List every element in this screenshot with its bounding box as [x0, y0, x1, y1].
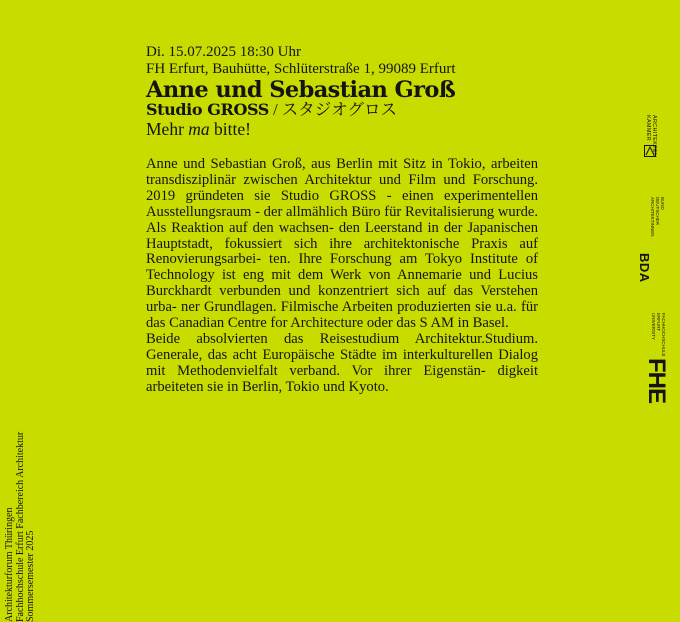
studio-japanese: スタジオグロス: [281, 100, 397, 119]
ak-line-2: KAMMER: [645, 115, 651, 141]
organizer-credits-text: [5, 422, 37, 622]
event-header: [146, 44, 526, 139]
event-datetime: Di. 15.07.2025 18:30 Uhr: [146, 44, 301, 60]
fhe-small-3: UNIVERSITY: [651, 313, 656, 341]
bda-small-2: DEUTSCHER: [655, 197, 660, 226]
speakers-title: Anne und Sebastian Groß: [146, 77, 456, 103]
description-paragraph-2: Beide absolvierten das Reisestudium Architektur.Studium. Generale, das acht Europäische Städte im interkulturellen Dialog mit Methodenvielfalt verband. Vor ihrer Eigenstän- digkeit arbeiteten sie in Berlin, Tokio und Kyoto.: [146, 330, 538, 395]
motto-emphasis: ma: [188, 119, 210, 139]
fhe-small-1: FACHHOCHSCHULE: [661, 313, 666, 357]
event-location: FH Erfurt, Bauhütte, Schlüterstraße 1, 99089 Erfurt: [146, 61, 456, 77]
fhe-logo: [642, 313, 672, 405]
bda-small-text: [650, 197, 665, 237]
organizer-line-2: Fachhochschule Erfurt Fachbereich Architektur: [14, 431, 26, 622]
motto-suffix: bitte!: [209, 119, 251, 139]
organizer-line-3: Sommersemester 2025: [25, 530, 36, 622]
bda-mark: BDA: [637, 253, 652, 283]
studio-line: [146, 101, 526, 119]
bda-logo: [637, 197, 672, 287]
studio-separator: /: [268, 100, 282, 119]
fhe-small-2: ERFURT: [656, 313, 661, 332]
fhe-mark: FHE: [643, 358, 670, 403]
ak-line-1: ARCHITEKTEN: [651, 115, 657, 158]
architektenkammer-logo: [644, 115, 672, 157]
studio-name: Studio GROSS: [146, 100, 269, 119]
fhe-small-text: [651, 313, 666, 357]
bda-small-3: ARCHITEKTINNEN: [650, 197, 655, 237]
organizer-credits: [0, 253, 42, 622]
bda-small-1: BUND: [660, 197, 665, 210]
description: [146, 157, 538, 396]
lecture-motto: [146, 119, 526, 139]
sponsor-logos: [637, 115, 672, 455]
architektenkammer-mark-icon: [644, 145, 656, 157]
organizer-line-1: Architekturforum Thüringen: [4, 506, 15, 622]
description-paragraph-1: Anne und Sebastian Groß, aus Berlin mit Sitz in Tokio, arbeiten transdisziplinär zwischen Architektur und Film und Forschung. 2019 gründeten sie Studio GROSS - einen experimentellen Ausstellungsraum - der allmählich Büro für Revitalisierung wurde. Als Reaktion auf den wachsen- den Leerstand in der Japanischen Hauptstadt, fokussiert sich ihre architektonische Praxis auf Renovierungsarbei- ten. Ihre Forschung am Tokyo Institute of Technology ist eng mit dem Werk von Annemarie und Lucius Burckhardt verbunden und konzentriert sich auf das Verstehen urba- ner Grundlagen. Filmische Arbeiten produzierten sie u.a. für das Canadian Centre for Architecture oder das S AM in Basel.: [146, 156, 538, 332]
motto-prefix: Mehr: [146, 119, 189, 139]
